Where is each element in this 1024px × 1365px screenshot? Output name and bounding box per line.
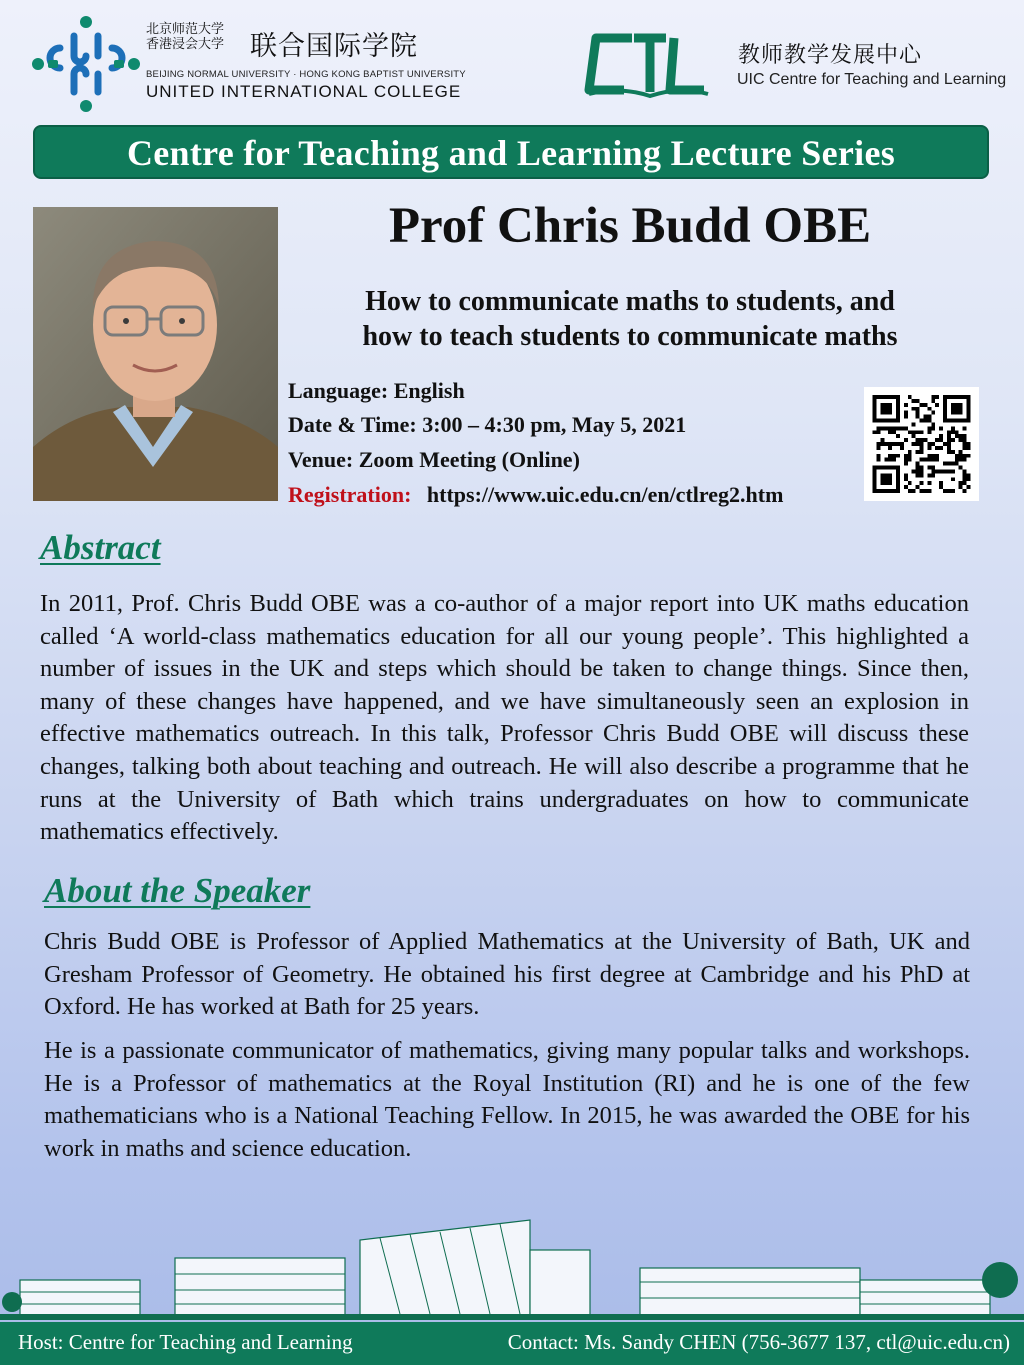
about-speaker-heading: About the Speaker [44,871,311,910]
registration-label: Registration: [288,482,412,507]
info-date-time [288,412,686,438]
lecture-series-banner [33,125,989,179]
ctl-book-logo-icon [584,30,714,100]
uic-chinese-universities [146,22,256,52]
ctl-english-name: UIC Centre for Teaching and Learning [737,71,1007,88]
date-value: 3:00 – 4:30 pm, May 5, 2021 [422,412,687,437]
uic-english-college: UNITED INTERNATIONAL COLLEGE [146,82,462,101]
campus-skyline-illustration [0,1210,1024,1320]
speaker-bio-paragraph-1: Chris Budd OBE is Professor of Applied Mathematics at the University of Bath, UK and Gresham Professor of Geometry. He obtained his first degree at Cambridge and his PhD at Oxford. He has worked at Bath for 25 years. [44,928,970,1021]
date-label: Date & Time: [288,412,417,437]
abstract-text: In 2011, Prof. Chris Budd OBE was a co-author of a major report into UK maths education called ‘A world-class mathematics education for all our young people’. This highlighted a number of issues in the UK and steps which should be taken to change things. Since then, many of these changes have happened, and we have simultaneously seen an explosion in effective mathematics outreach. In this talk, Professor Chris Budd OBE will discuss these changes, talking both about teaching and outreach. He will also describe a programme that he runs at the University of Bath which trains undergraduates on how to communicate mathematics effectively. [40,590,969,846]
banner-title: Centre for Teaching and Learning Lecture Series [126,133,896,173]
abstract-heading: Abstract [40,528,161,567]
uic-english-universities: BEIJING NORMAL UNIVERSITY · HONG KONG BAPTIST UNIVERSITY [146,69,466,80]
uic-chinese-name: 联合国际学院 [250,31,418,62]
speaker-bio-paragraph-2: He is a passionate communicator of mathematics, giving many popular talks and workshops. He is a Professor of mathematics at the Royal Institution (RI) and he is one of the few mathematicians who is a National Teaching Fellow. In 2015, he was awarded the OBE for his work in maths and science education. [44,1037,970,1162]
registration-qr-code-icon [864,387,979,501]
language-label: Language: [288,378,389,403]
footer-contact: Contact: Ms. Sandy CHEN (756-3677 137, ctl@uic.edu.cn) [507,1330,1010,1354]
speaker-name: Prof Chris Budd OBE [388,198,872,254]
talk-title-line1: How to communicate maths to students, and [365,286,895,317]
talk-title [300,284,960,354]
info-language [288,378,465,404]
venue-value: Zoom Meeting (Online) [358,447,580,472]
speaker-photo [33,207,278,501]
ctl-chinese-name: 教师教学发展中心 [738,43,923,68]
uic-logo-icon [30,14,142,114]
registration-link[interactable]: https://www.uic.edu.cn/en/ctlreg2.htm [426,482,784,507]
uic-cn-line1: 北京师范大学 [146,22,225,37]
talk-title-line2: how to teach students to communicate maths [362,321,898,352]
uic-cn-line2: 香港浸会大学 [146,37,225,52]
info-venue [288,447,580,473]
language-value: English [393,378,465,403]
footer-host: Host: Centre for Teaching and Learning [18,1330,353,1354]
venue-label: Venue: [288,447,354,472]
info-registration [288,482,783,508]
